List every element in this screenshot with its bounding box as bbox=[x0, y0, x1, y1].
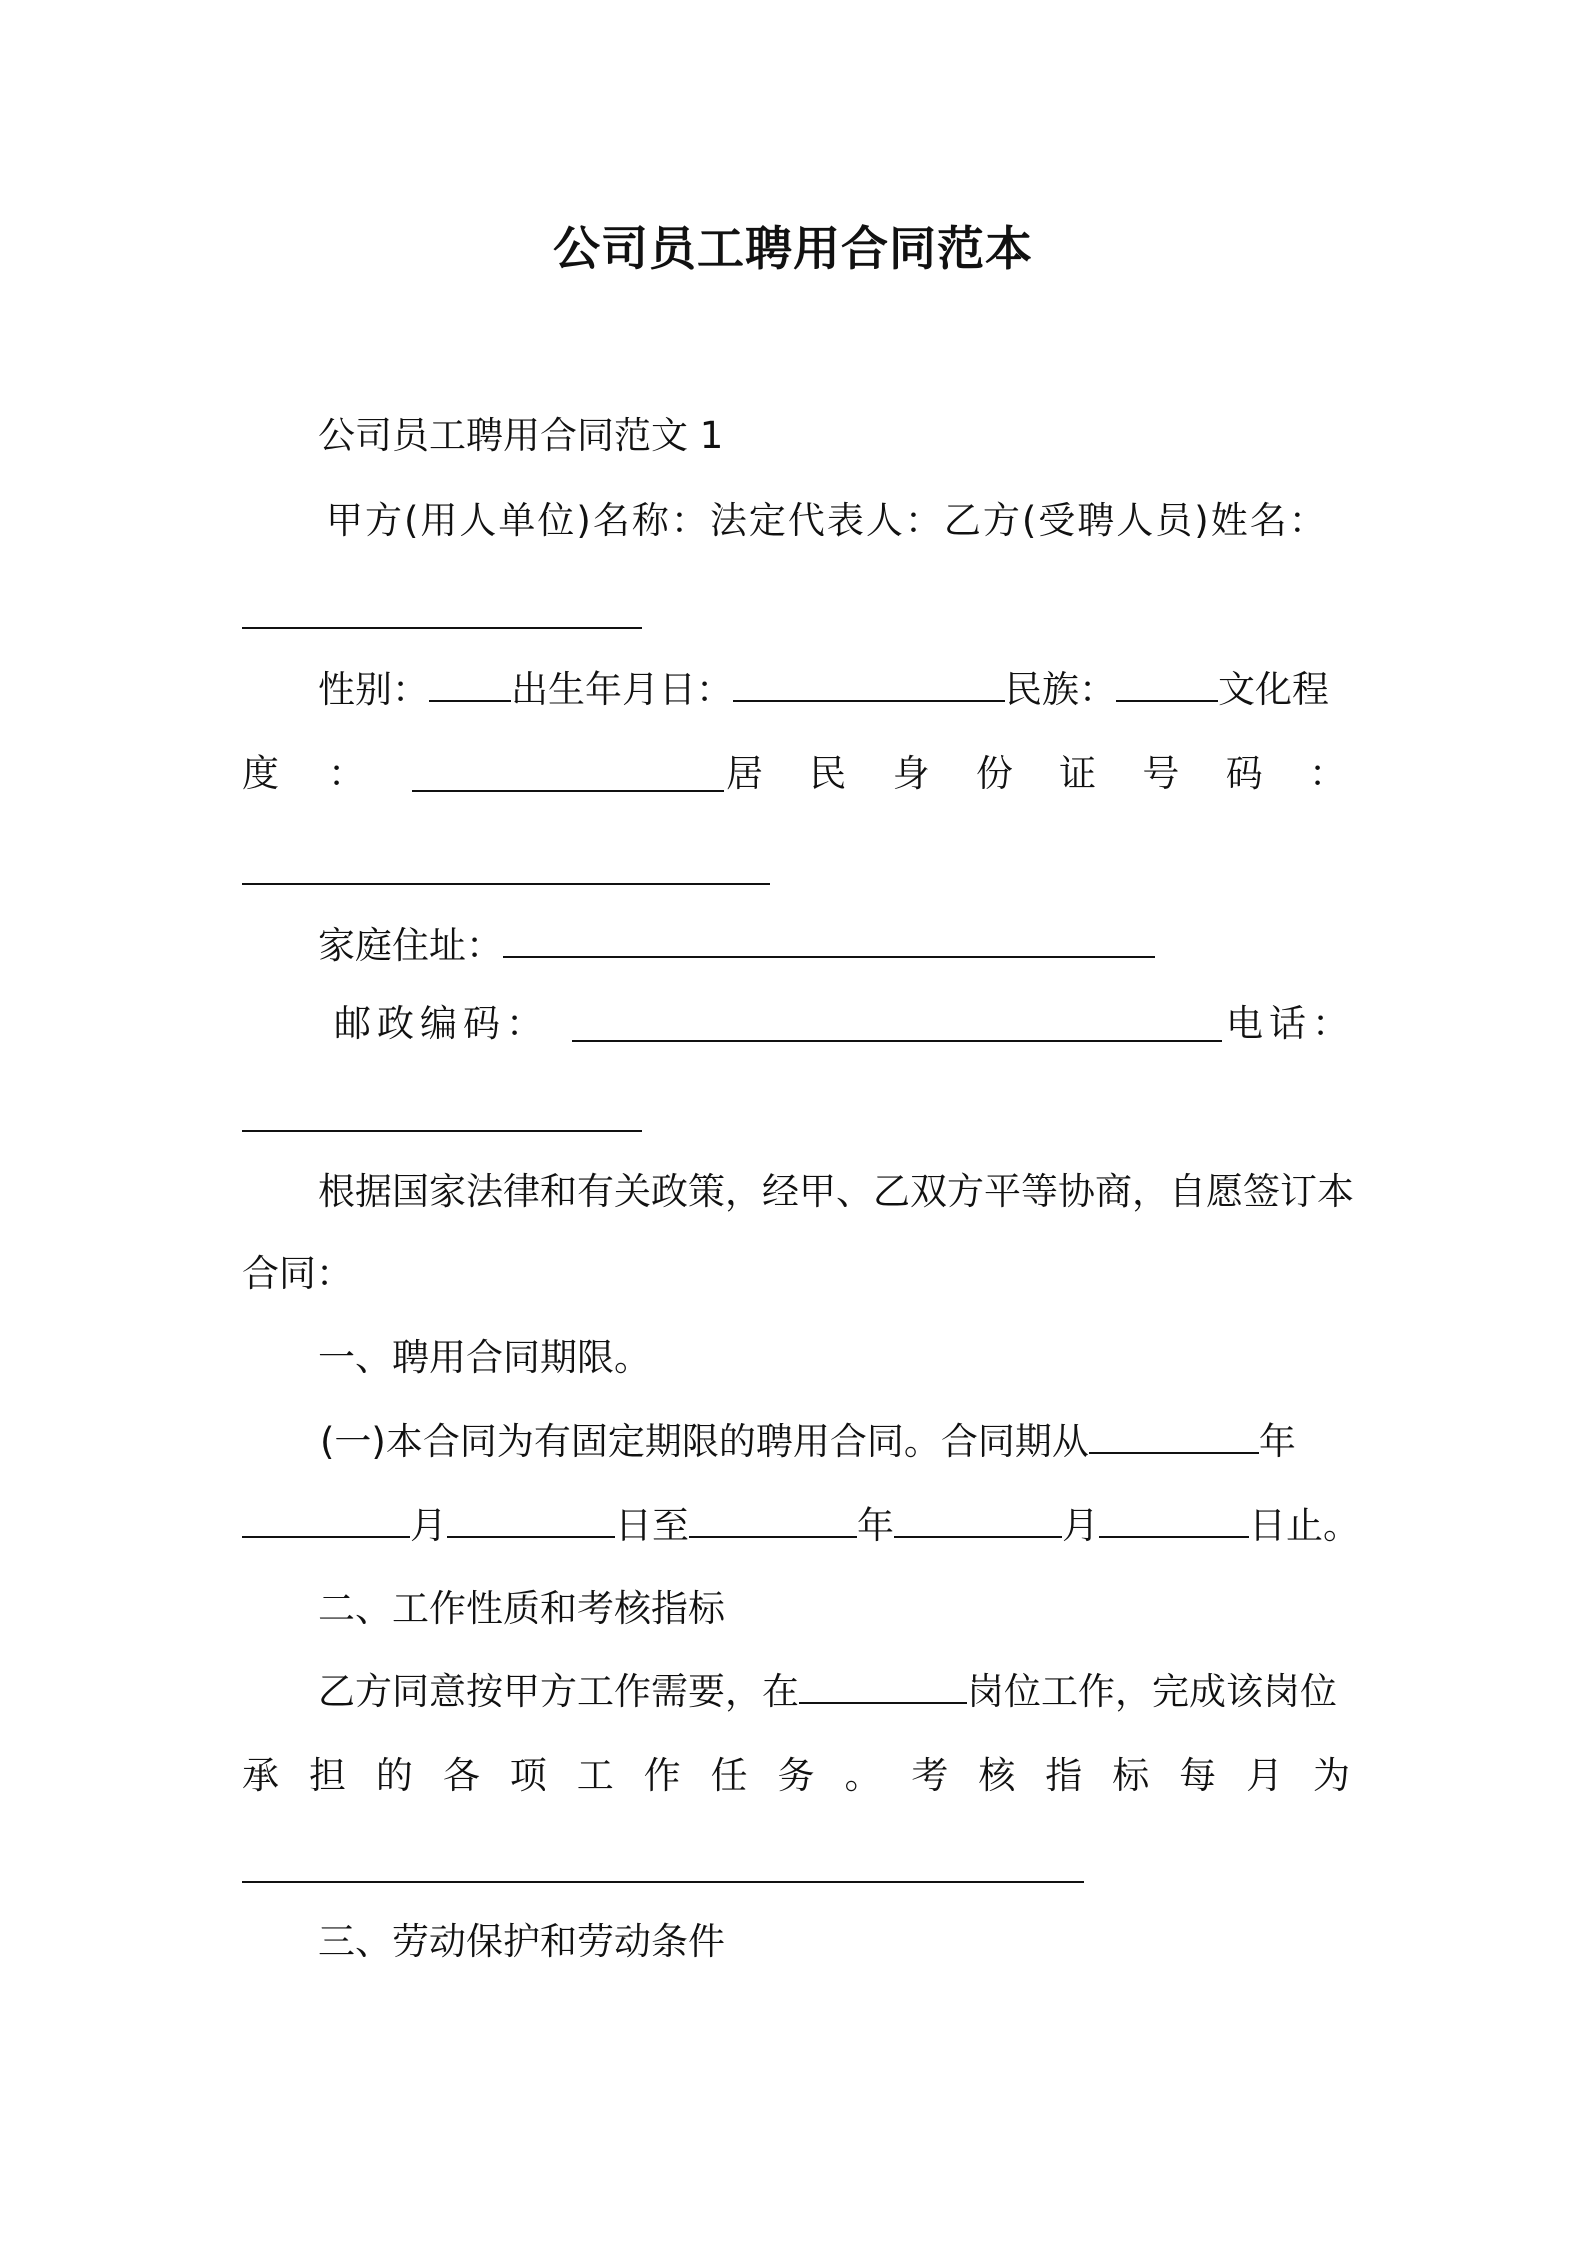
work-char: 指 bbox=[1045, 1754, 1083, 1797]
address-line bbox=[318, 922, 1155, 970]
postcode-label: 邮政编码： bbox=[334, 1002, 549, 1045]
education-label-start: 文化程 bbox=[1218, 668, 1329, 711]
id-label-char: 民 bbox=[809, 752, 847, 795]
gender-label: 性别： bbox=[318, 668, 429, 711]
phone-label: 电话： bbox=[1226, 1002, 1355, 1045]
document-title: 公司员工聘用合同范本 bbox=[553, 222, 1033, 277]
year-label: 年 bbox=[857, 1504, 894, 1547]
end-year-blank bbox=[689, 1506, 857, 1538]
start-month-blank bbox=[242, 1506, 410, 1538]
work-line-text-b: 岗位工作，完成该岗位 bbox=[967, 1670, 1337, 1713]
day-to-label: 日至 bbox=[615, 1504, 689, 1547]
section-3-heading: 三、劳动保护和劳动条件 bbox=[318, 1920, 725, 1963]
month-label: 月 bbox=[410, 1504, 447, 1547]
work-char: 每 bbox=[1179, 1754, 1217, 1797]
education-colon: ： bbox=[328, 752, 365, 795]
id-label-char: 居 bbox=[726, 752, 763, 795]
personal-info-line bbox=[318, 666, 1329, 714]
end-day-blank bbox=[1099, 1506, 1249, 1538]
birth-blank bbox=[733, 670, 1005, 702]
ethnicity-label: 民族： bbox=[1005, 668, 1116, 711]
postcode-blank bbox=[572, 1040, 1222, 1042]
ethnicity-blank bbox=[1116, 670, 1218, 702]
month-label: 月 bbox=[1062, 1504, 1099, 1547]
id-label-char: 身 bbox=[892, 752, 930, 795]
term-line-2 bbox=[242, 1502, 1360, 1550]
address-blank bbox=[503, 926, 1155, 958]
work-char: 各 bbox=[442, 1754, 480, 1797]
preamble-line-2: 合同： bbox=[242, 1252, 353, 1295]
work-char: 标 bbox=[1112, 1754, 1150, 1797]
id-label-char: 份 bbox=[975, 752, 1013, 795]
work-char: 的 bbox=[375, 1754, 413, 1797]
work-line-1 bbox=[318, 1668, 1337, 1716]
work-line-2 bbox=[242, 1752, 1350, 1800]
work-char: 项 bbox=[509, 1754, 547, 1797]
work-char: 核 bbox=[978, 1754, 1016, 1797]
work-char: 作 bbox=[643, 1754, 681, 1797]
work-char: 为 bbox=[1313, 1754, 1350, 1797]
id-label-char: 号 bbox=[1142, 752, 1180, 795]
phone-blank bbox=[242, 1130, 642, 1132]
position-blank bbox=[799, 1672, 967, 1704]
id-number-label bbox=[726, 750, 1346, 798]
assessment-blank bbox=[242, 1881, 1084, 1883]
work-char: 承 bbox=[242, 1754, 279, 1797]
id-label-char: 码 bbox=[1225, 752, 1263, 795]
work-char: 务 bbox=[777, 1754, 815, 1797]
work-char: 工 bbox=[576, 1754, 614, 1797]
id-number-blank bbox=[242, 883, 770, 885]
term-line-1 bbox=[320, 1418, 1296, 1466]
term-line-text: (一)本合同为有固定期限的聘用合同。合同期从 bbox=[320, 1420, 1089, 1463]
start-day-blank bbox=[447, 1506, 615, 1538]
work-char: 。 bbox=[844, 1754, 882, 1797]
section-2-heading: 二、工作性质和考核指标 bbox=[318, 1587, 725, 1630]
work-char: 担 bbox=[308, 1754, 346, 1797]
party-line: 甲方(用人单位)名称：法定代表人：乙方(受聘人员)姓名： bbox=[326, 499, 1328, 542]
name-blank bbox=[242, 627, 642, 629]
preamble-line-1: 根据国家法律和有关政策，经甲、乙双方平等协商，自愿签订本 bbox=[318, 1170, 1354, 1213]
work-char: 任 bbox=[710, 1754, 748, 1797]
work-char: 月 bbox=[1246, 1754, 1284, 1797]
work-char: 考 bbox=[911, 1754, 949, 1797]
day-end-label: 日止。 bbox=[1249, 1504, 1360, 1547]
document-subtitle: 公司员工聘用合同范文 1 bbox=[318, 414, 724, 457]
id-label-char: 证 bbox=[1059, 752, 1097, 795]
start-year-blank bbox=[1089, 1422, 1259, 1454]
section-1-heading: 一、聘用合同期限。 bbox=[318, 1336, 651, 1379]
end-month-blank bbox=[894, 1506, 1062, 1538]
year-label: 年 bbox=[1258, 1420, 1296, 1463]
address-label: 家庭住址： bbox=[318, 924, 503, 967]
gender-blank bbox=[429, 670, 511, 702]
birth-label: 出生年月日： bbox=[511, 668, 733, 711]
education-blank bbox=[412, 790, 724, 792]
education-label-end: 度 bbox=[242, 752, 279, 795]
id-label-char: ： bbox=[1308, 752, 1346, 795]
work-line-text-a: 乙方同意按甲方工作需要，在 bbox=[318, 1670, 799, 1713]
